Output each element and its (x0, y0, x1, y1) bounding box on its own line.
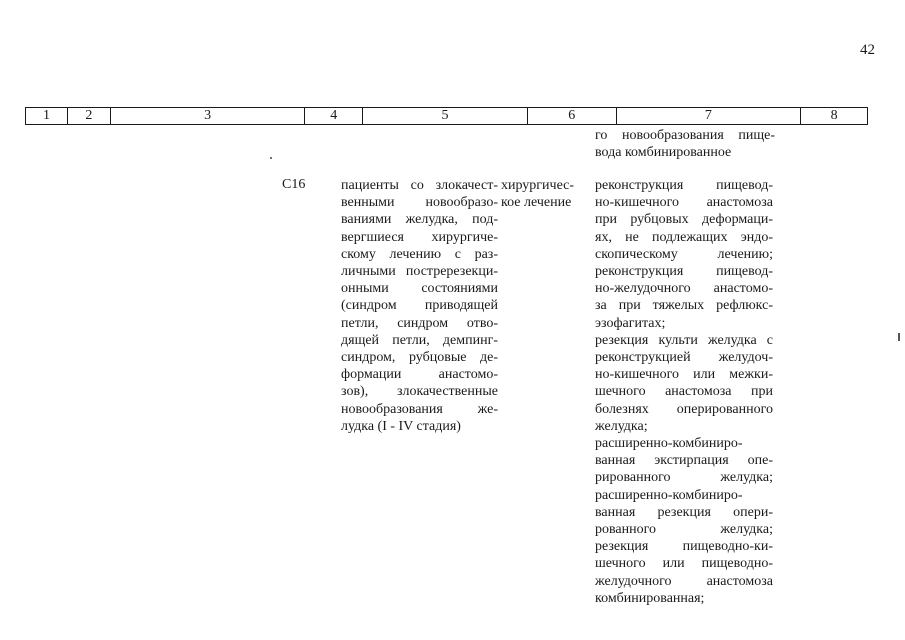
text-line: го новообразования пище- (595, 128, 775, 143)
text-line: зов), злокачественные (341, 384, 498, 400)
text-line: но-желудочного анастомо- (595, 281, 773, 297)
text-line: онными состояниями (341, 281, 498, 297)
stray-dot (270, 157, 272, 159)
table-header-row (25, 107, 868, 125)
text-line: ваниями желудка, под- (341, 212, 498, 228)
text-line: шечного анастомоза при (595, 384, 773, 400)
text-line: желудка; (595, 418, 648, 434)
text-line: синдром, рубцовые де- (341, 350, 498, 366)
text-line: за при тяжелых рефлюкс- (595, 298, 773, 314)
text-line: резекция пищеводно-ки- (595, 539, 773, 555)
page-number: 42 (860, 42, 875, 58)
diagnosis-code: C16 (282, 177, 306, 192)
text-line: резекция культи желудка с (595, 332, 773, 348)
text-line: петли, синдром отво- (341, 315, 498, 331)
text-line: при рубцовых деформаци- (595, 212, 773, 228)
text-line: (синдром приводящей (341, 298, 498, 314)
column-header-4: 4 (305, 108, 363, 124)
column-header-8: 8 (830, 108, 838, 123)
text-line: личными постререзекци- (341, 264, 498, 280)
text-line: но-кишечного анастомоза (595, 195, 773, 211)
text-line: шечного или пищеводно- (595, 556, 773, 572)
column-header-1: 1 (26, 108, 68, 124)
text-line: болезнях оперированного (595, 401, 773, 417)
text-line: ях, не подлежащих эндо- (595, 229, 773, 245)
text-line: реконструкция пищевод- (595, 178, 773, 193)
text-line: новообразования же- (341, 401, 498, 417)
text-line: реконструкцией желудоч- (595, 350, 773, 366)
text-line: реконструкция пищевод- (595, 264, 773, 280)
text-line: кое лечение (501, 195, 572, 211)
column-header-5: 5 (363, 108, 528, 124)
treatment-methods-cell (595, 177, 773, 607)
column-7-continuation (595, 127, 775, 161)
text-line: рированного желудка; (595, 470, 773, 486)
column-header-7: 7 (617, 108, 802, 124)
text-line: вода комбинированное (595, 145, 732, 161)
text-line: скопическому лечению; (595, 246, 773, 262)
text-line: пациенты со злокачест- (341, 178, 498, 193)
patient-model-cell (341, 177, 498, 435)
text-line: желудочного анастомоза (595, 573, 773, 589)
column-header-6: 6 (528, 108, 617, 124)
text-line: венными новообразо- (341, 195, 498, 211)
text-line: расширенно-комбиниро- (595, 436, 743, 452)
column-header-2: 2 (68, 108, 111, 124)
text-line: лудка (I - IV стадия) (341, 418, 461, 434)
text-line: эзофагитах; (595, 315, 666, 331)
text-line: но-кишечного или межки- (595, 367, 773, 383)
text-line: ванная экстирпация опе- (595, 453, 773, 469)
text-line: дящей петли, демпинг- (341, 332, 498, 348)
column-header-3: 3 (111, 108, 306, 124)
text-line: рованного желудка; (595, 522, 773, 538)
text-line: расширенно-комбиниро- (595, 487, 743, 503)
margin-mark (898, 333, 900, 341)
text-line: вергшиеся хирургиче- (341, 229, 498, 245)
treatment-type-cell (501, 177, 591, 211)
text-line: скому лечению с раз- (341, 246, 498, 262)
text-line: хирургичес- (501, 178, 575, 193)
text-line: ванная резекция опери- (595, 504, 773, 520)
text-line: формации анастомо- (341, 367, 498, 383)
text-line: комбинированная; (595, 590, 705, 606)
